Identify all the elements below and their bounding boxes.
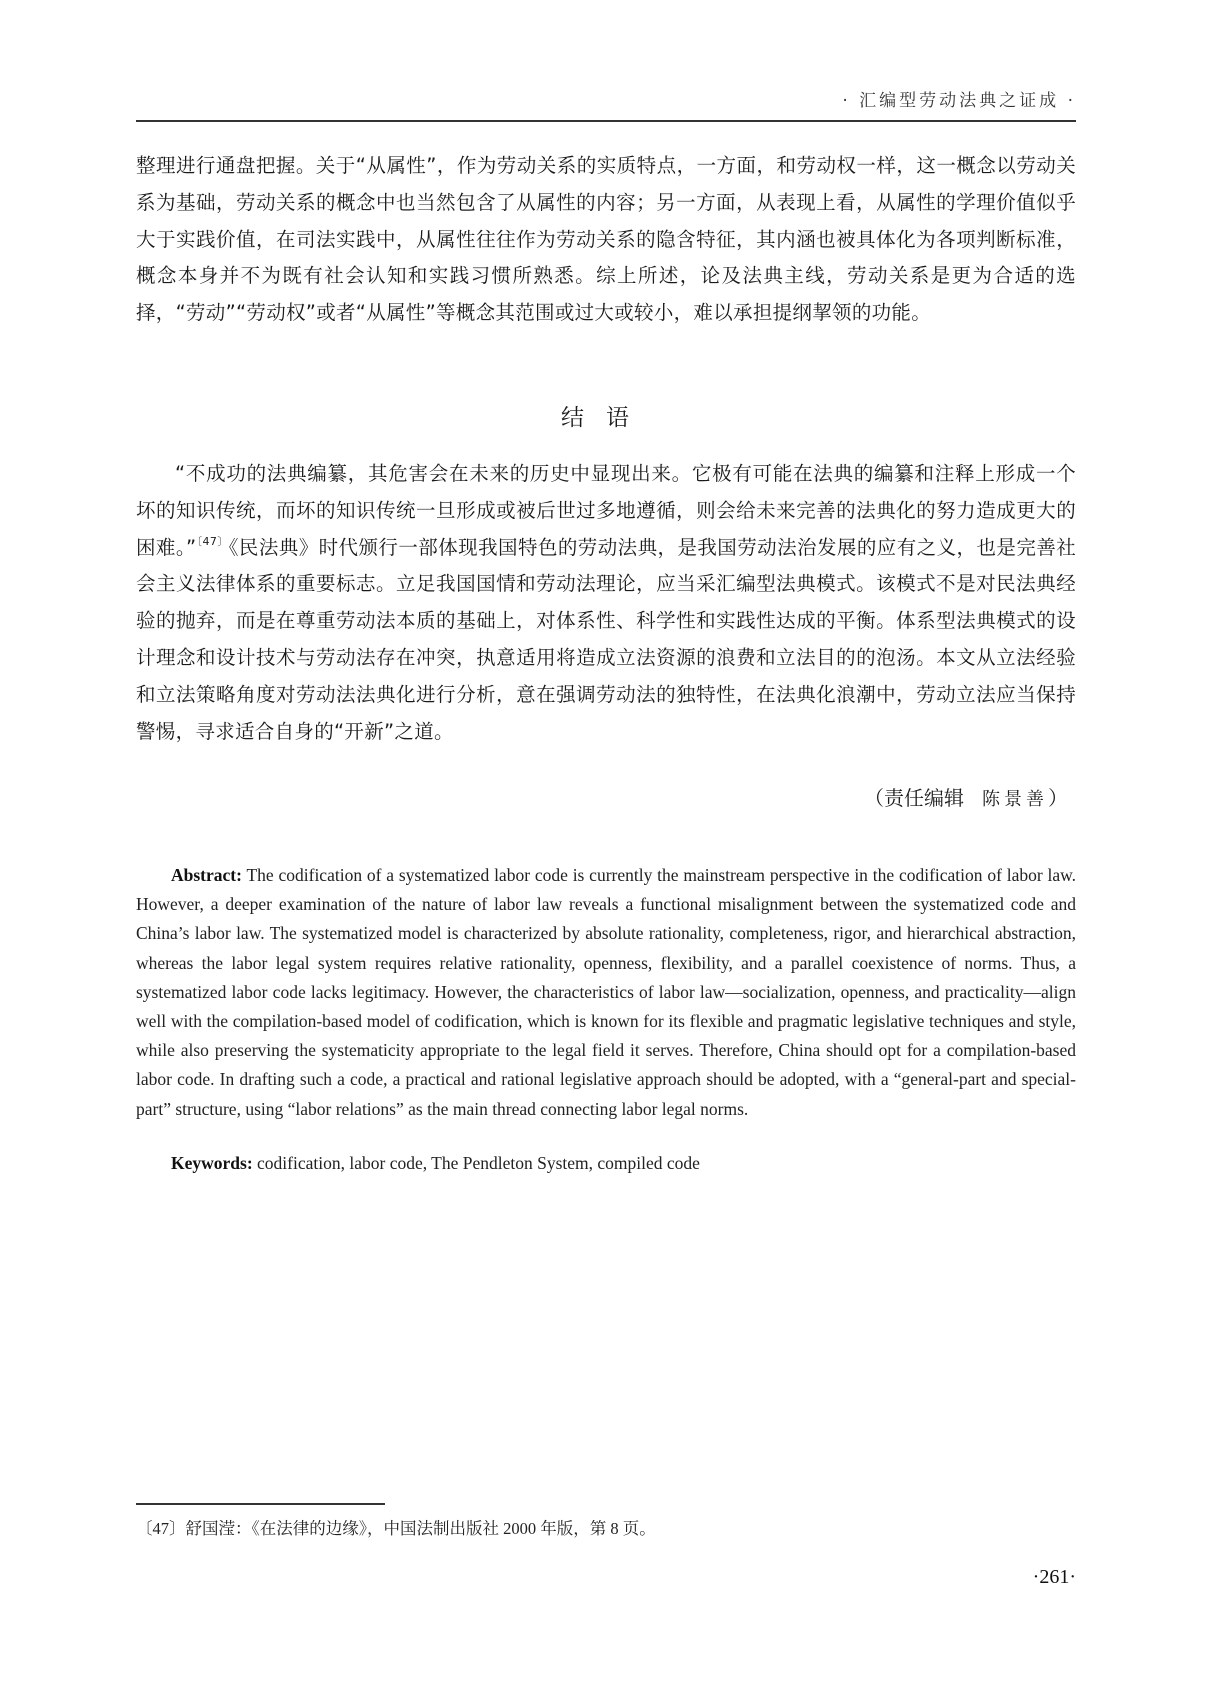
footnote: 〔47〕舒国滢：《在法律的边缘》，中国法制出版社 2000 年版，第 8 页。: [136, 1519, 656, 1538]
page-number: ·261·: [1032, 1566, 1076, 1588]
keywords-label: Keywords:: [171, 1153, 253, 1173]
body-paragraph: 整理进行通盘把握。关于“从属性”，作为劳动关系的实质特点，一方面，和劳动权一样，这一概念以劳动关系为基础，劳动关系的概念中也当然包含了从属性的内容；另一方面，从表现上看，从属性的学理价值似乎大于实践价值，在司法实践中，从属性往往作为劳动关系的隐含特征，其内涵也被具体化为各项判断标准，概念本身并不为既有社会认知和实践习惯所熟悉。综上所述，论及法典主线，劳动关系是更为合适的选择，“劳动”“劳动权”或者“从属性”等概念其范围或过大或较小，难以承担提纲挈领的功能。: [136, 154, 1076, 325]
section-heading: 结语: [561, 405, 651, 431]
editor-name: 陈景善: [982, 789, 1048, 810]
abstract-text: The codification of a systematized labor code is currently the mainstream perspective in the codification of labor law. However, a deeper examination of the nature of labor law reveals a functional misalignment between the systematized code and China’s labor law. The systematized model is characterized by absolute rationality, completeness, rigor, and hierarchical abstraction, whereas the labor legal system requires relative rationality, openness, flexibility, and a parallel coexistence of norms. Thus, a systematized labor code lacks legitimacy. However, the characteristics of labor law—socialization, openness, and practicality—align well with the compilation-based model of codification, which is known for its flexible and pragmatic legislative techniques and style, while also preserving the systematicity appropriate to the legal field it serves. Therefore, China should opt for a compilation-based labor code. In drafting such a code, a practical and rational legislative approach should be adopted, with a “general-part and special-part” structure, using “labor relations” as the main thread connecting labor legal norms.: [136, 865, 1077, 1119]
keywords: [136, 1153, 1076, 1174]
body-paragraph: [136, 456, 1076, 750]
document-page: [136, 0, 1076, 1689]
running-head: · 汇编型劳动法典之证成 ·: [842, 91, 1076, 111]
quoted-text: “不成功的法典编纂，其危害会在未来的历史中显现出来。它极有可能在法典的编纂和注释上形成一个坏的知识传统，而坏的知识传统一旦形成或被后世过多地遵循，则会给未来完善的法典化的努力造成更大的困难。”: [136, 462, 1076, 559]
abstract: [136, 861, 1076, 1124]
paragraph-text: 《民法典》时代颁行一部体现我国特色的劳动法典，是我国劳动法治发展的应有之义，也是完善社会主义法律体系的重要标志。立足我国国情和劳动法理论，应当采汇编型法典模式。该模式不是对民法典经验的抛弃，而是在尊重劳动法本质的基础上，对体系性、科学性和实践性达成的平衡。体系型法典模式的设计理念和设计技术与劳动法存在冲突，执意适用将造成立法资源的浪费和立法目的的泡汤。本文从立法经验和立法策略角度对劳动法法典化进行分析，意在强调劳动法的独特性，在法典化浪潮中，劳动立法应当保持警惕，寻求适合自身的“开新”之道。: [136, 535, 1076, 743]
footnote-rule: [136, 1503, 385, 1505]
footnote-reference[interactable]: 〔47〕: [196, 534, 229, 548]
header-rule: [136, 120, 1076, 122]
abstract-label: Abstract:: [171, 865, 242, 885]
editor-label-close: ）: [1048, 786, 1068, 810]
responsible-editor: [864, 782, 1068, 811]
editor-label: （责任编辑: [864, 786, 964, 810]
keywords-text: codification, labor code, The Pendleton System, compiled code: [257, 1153, 700, 1173]
